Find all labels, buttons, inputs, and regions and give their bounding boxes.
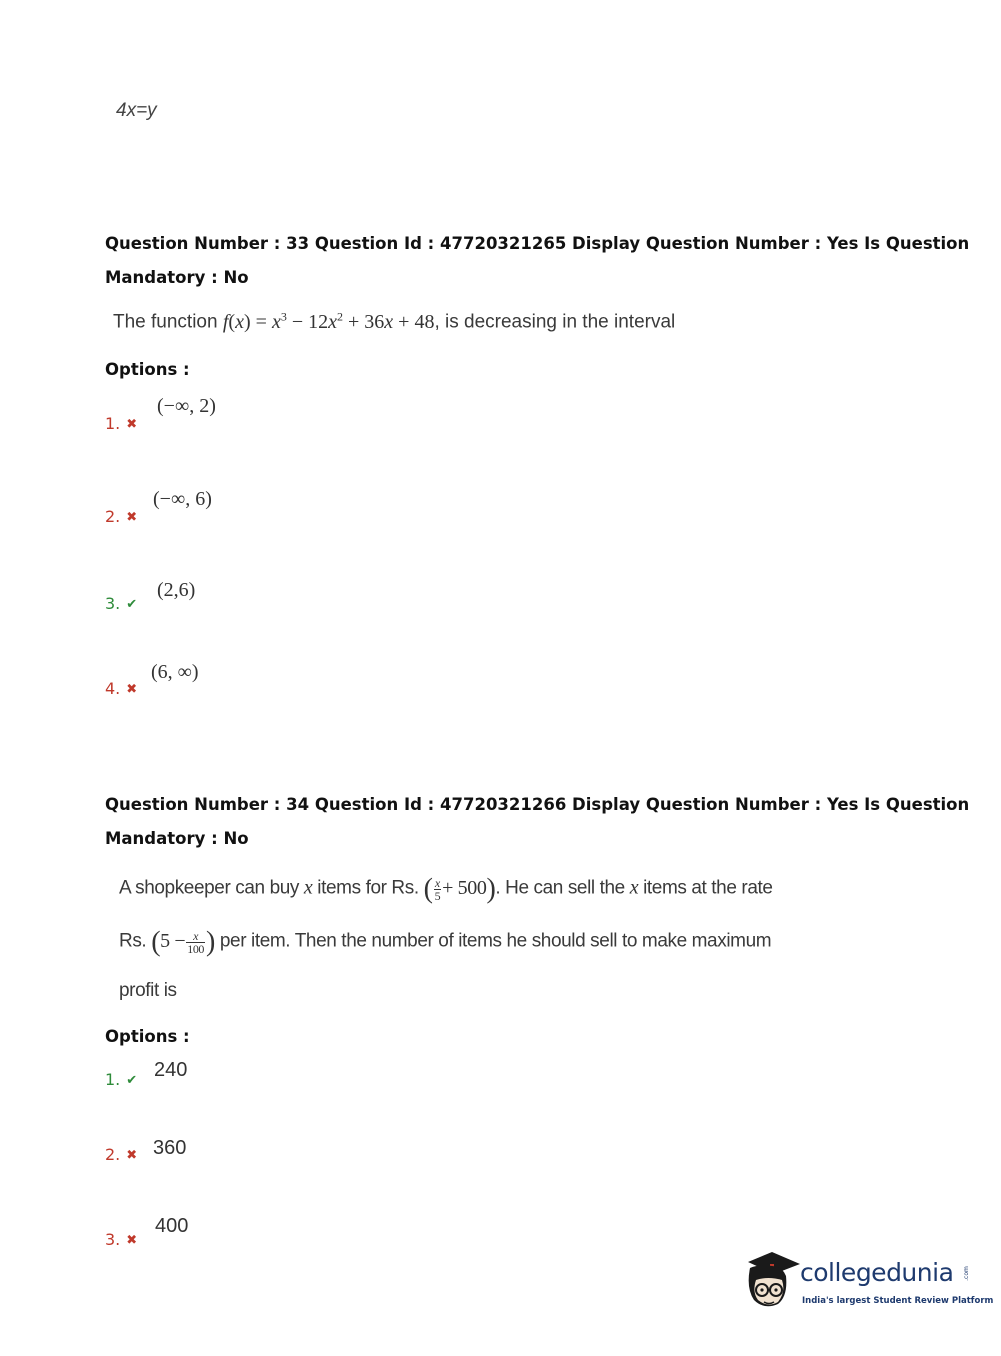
- check-icon: ✔: [126, 597, 138, 612]
- question-34-stem-line1: A shopkeeper can buy x items for Rs. ( $\frac{x}{5}$ + 500). He can sell the x items at the rate: [119, 873, 773, 904]
- logo-wordmark: collegedunia: [800, 1258, 954, 1287]
- q33-option-4-value: (6, ∞): [151, 661, 199, 683]
- question-33-header-line1: Question Number : 33 Question Id : 47720321265 Display Question Number : Yes Is Question: [105, 234, 970, 253]
- check-icon: ✔: [126, 1073, 138, 1088]
- q34-option-2-value: 360: [153, 1137, 187, 1159]
- cost-expression: ( $\frac{x}{5}$ + 500): [423, 873, 496, 904]
- mascot-icon: [742, 1248, 802, 1318]
- q33-option-4-number: 4. ✖: [105, 679, 138, 698]
- question-34-stem-line3: profit is: [119, 980, 177, 1001]
- question-34-stem-line2: Rs. (5 − $\frac{x}{100}$ ) per item. Then the number of items he should sell to make maximum: [119, 926, 772, 957]
- question-33-formula: $f(x) = x^3 - 12x^2 + 36x + 48$: [222, 309, 435, 333]
- q33-option-3-value: (2,6): [157, 579, 196, 601]
- question-33-options-label: Options :: [105, 360, 190, 379]
- q34-option-1-value: 240: [154, 1059, 188, 1081]
- question-33-header-line2: Mandatory : No: [105, 268, 249, 287]
- previous-answer: 4x=y: [116, 100, 157, 121]
- question-33-stem-suffix: , is decreasing in the interval: [434, 311, 676, 333]
- q33-option-1-number: 1. ✖: [105, 414, 138, 433]
- question-33-stem: [113, 309, 675, 334]
- q33-option-2-number: 2. ✖: [105, 507, 138, 526]
- q34-option-3-number: 3. ✖: [105, 1230, 138, 1249]
- question-33-header: [105, 227, 969, 295]
- wrong-icon: ✖: [126, 417, 138, 432]
- question-34-options-label: Options :: [105, 1027, 190, 1046]
- wrong-icon: ✖: [126, 682, 138, 697]
- wrong-icon: ✖: [126, 510, 138, 525]
- collegedunia-logo: [742, 1248, 994, 1318]
- wrong-icon: ✖: [126, 1233, 138, 1248]
- price-expression: (5 − $\frac{x}{100}$ ): [151, 926, 215, 957]
- q34-option-2-number: 2. ✖: [105, 1145, 138, 1164]
- question-34-header: [105, 788, 969, 856]
- question-34-header-line1: Question Number : 34 Question Id : 47720321266 Display Question Number : Yes Is Question: [105, 795, 970, 814]
- q33-option-3-number: 3. ✔: [105, 594, 138, 613]
- wrong-icon: ✖: [126, 1148, 138, 1163]
- q34-option-3-value: 400: [155, 1215, 189, 1237]
- q34-option-1-number: 1. ✔: [105, 1070, 138, 1089]
- question-34-header-line2: Mandatory : No: [105, 829, 249, 848]
- logo-suffix: .com: [962, 1266, 970, 1281]
- logo-tagline: India's largest Student Review Platform: [802, 1296, 994, 1306]
- q33-option-1-value: (−∞, 2): [157, 395, 216, 417]
- q33-option-2-value: (−∞, 6): [153, 488, 212, 510]
- question-33-stem-prefix: The function: [113, 311, 218, 333]
